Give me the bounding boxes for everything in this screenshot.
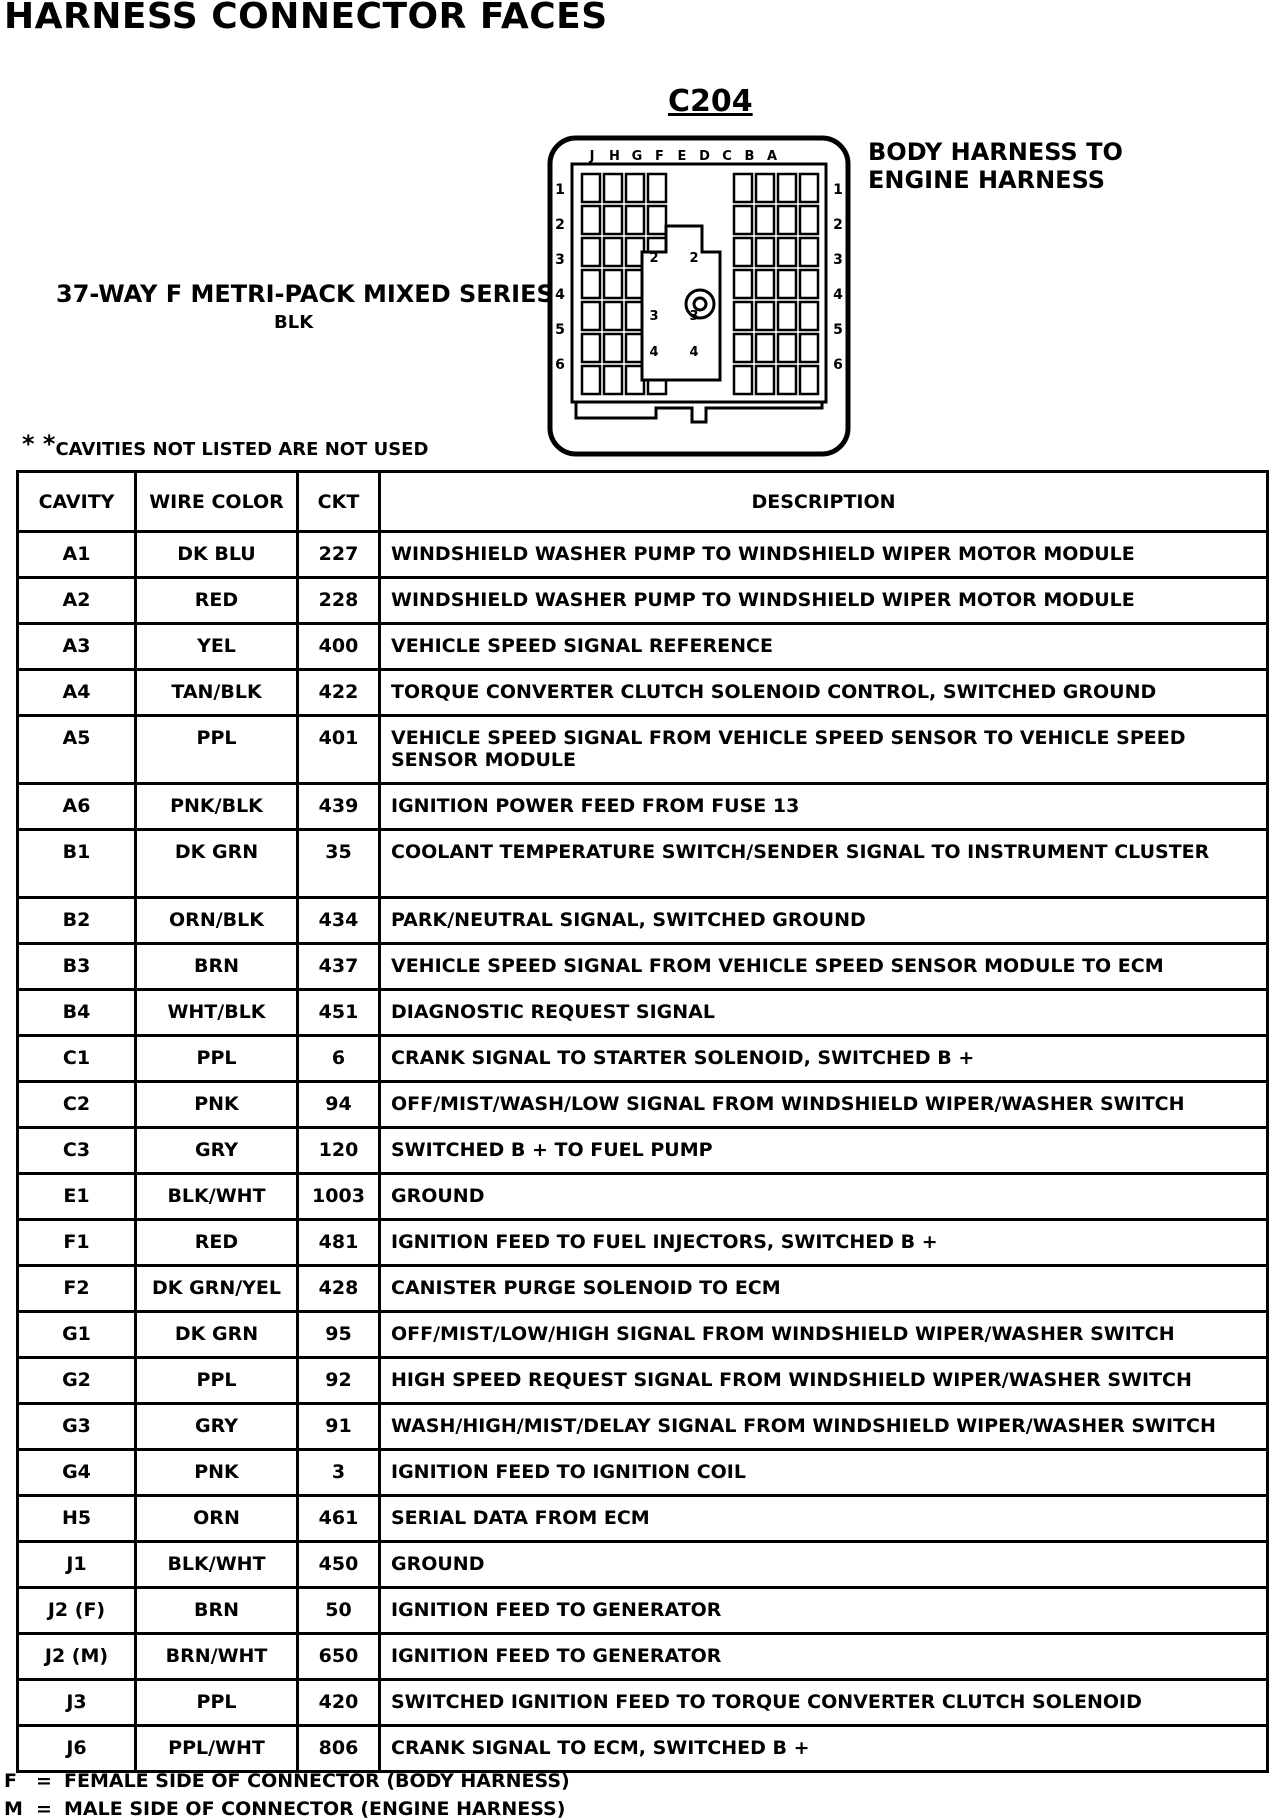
wire-color-cell: PPL: [136, 1036, 298, 1082]
ckt-cell: 120: [298, 1128, 380, 1174]
row-number: 5: [833, 322, 843, 338]
cavity-cell: [800, 206, 818, 234]
row-number: 3: [833, 252, 843, 268]
note-text: CAVITIES NOT LISTED ARE NOT USED: [55, 439, 429, 460]
table-row: [18, 1588, 1268, 1634]
table-row: [18, 624, 1268, 670]
table-row: [18, 1634, 1268, 1680]
cavity-cell: B2: [18, 898, 136, 944]
header-description: DESCRIPTION: [380, 472, 1268, 532]
cavity-cell: [756, 270, 774, 298]
cavity-cell: A3: [18, 624, 136, 670]
cavity-cell: [756, 206, 774, 234]
cavity-cell: C2: [18, 1082, 136, 1128]
cavity-cell: H5: [18, 1496, 136, 1542]
wire-color-cell: PNK/BLK: [136, 784, 298, 830]
wire-color-cell: RED: [136, 578, 298, 624]
ckt-cell: 450: [298, 1542, 380, 1588]
table-row: [18, 990, 1268, 1036]
cavity-cell: B4: [18, 990, 136, 1036]
column-letter: H: [609, 149, 620, 164]
description-cell: IGNITION POWER FEED FROM FUSE 13: [380, 784, 1268, 830]
description-cell: IGNITION FEED TO GENERATOR: [380, 1588, 1268, 1634]
description-cell: WINDSHIELD WASHER PUMP TO WINDSHIELD WIPER MOTOR MODULE: [380, 532, 1268, 578]
table-row: [18, 1036, 1268, 1082]
ckt-cell: 95: [298, 1312, 380, 1358]
table-row: [18, 1220, 1268, 1266]
description-cell: TORQUE CONVERTER CLUTCH SOLENOID CONTROL, SWITCHED GROUND: [380, 670, 1268, 716]
cavity-cell: A2: [18, 578, 136, 624]
row-number: 2: [555, 217, 565, 233]
cavity-cell: J2 (F): [18, 1588, 136, 1634]
ckt-cell: 439: [298, 784, 380, 830]
wiring-table: [16, 470, 1269, 1773]
ckt-cell: 94: [298, 1082, 380, 1128]
center-number: 2: [649, 251, 659, 266]
center-number: 3: [649, 309, 659, 324]
center-number: 4: [689, 345, 699, 360]
row-number: 1: [833, 182, 843, 198]
description-cell: HIGH SPEED REQUEST SIGNAL FROM WINDSHIELD WIPER/WASHER SWITCH: [380, 1358, 1268, 1404]
cavity-cell: [800, 270, 818, 298]
ckt-cell: 451: [298, 990, 380, 1036]
center-number: 2: [689, 251, 699, 266]
wire-color-cell: BRN/WHT: [136, 1634, 298, 1680]
header-ckt: CKT: [298, 472, 380, 532]
cavity-cell: [604, 366, 622, 394]
ckt-cell: 1003: [298, 1174, 380, 1220]
ckt-cell: 806: [298, 1726, 380, 1772]
table-row: [18, 784, 1268, 830]
cavity-cell: [756, 238, 774, 266]
ckt-cell: 228: [298, 578, 380, 624]
description-cell: IGNITION FEED TO IGNITION COIL: [380, 1450, 1268, 1496]
cavity-cell: [582, 270, 600, 298]
header-cavity: CAVITY: [18, 472, 136, 532]
header-wire-color: WIRE COLOR: [136, 472, 298, 532]
cavity-cell: [648, 206, 666, 234]
cavity-cell: [582, 302, 600, 330]
ckt-cell: 401: [298, 716, 380, 784]
ckt-cell: 420: [298, 1680, 380, 1726]
page-title: HARNESS CONNECTOR FACES: [4, 0, 608, 37]
cavity-cell: J2 (M): [18, 1634, 136, 1680]
cavity-cell: [800, 302, 818, 330]
cavity-cell: [734, 238, 752, 266]
ckt-cell: 437: [298, 944, 380, 990]
connector-face-diagram: [546, 134, 852, 458]
ckt-cell: 650: [298, 1634, 380, 1680]
cavity-cell: [582, 206, 600, 234]
table-row: [18, 1174, 1268, 1220]
cavity-cell: [778, 302, 796, 330]
table-row: [18, 578, 1268, 624]
cavity-cell: G1: [18, 1312, 136, 1358]
table-row: [18, 670, 1268, 716]
connector-description: [868, 138, 1123, 194]
ckt-cell: 6: [298, 1036, 380, 1082]
cavity-cell: C3: [18, 1128, 136, 1174]
wire-color-cell: PPL/WHT: [136, 1726, 298, 1772]
ckt-cell: 3: [298, 1450, 380, 1496]
cavity-cell: J1: [18, 1542, 136, 1588]
cavity-cell: F2: [18, 1266, 136, 1312]
table-row: [18, 716, 1268, 784]
cavity-cell: [734, 302, 752, 330]
legend-male: [4, 1798, 565, 1820]
description-cell: IGNITION FEED TO FUEL INJECTORS, SWITCHED B +: [380, 1220, 1268, 1266]
cavity-cell: [582, 366, 600, 394]
ckt-cell: 91: [298, 1404, 380, 1450]
column-letter: D: [699, 149, 710, 164]
description-cell: SWITCHED IGNITION FEED TO TORQUE CONVERTER CLUTCH SOLENOID: [380, 1680, 1268, 1726]
description-cell: VEHICLE SPEED SIGNAL REFERENCE: [380, 624, 1268, 670]
table-row: [18, 1450, 1268, 1496]
table-row: [18, 1082, 1268, 1128]
table-row: [18, 1358, 1268, 1404]
table-row: [18, 1542, 1268, 1588]
description-cell: OFF/MIST/WASH/LOW SIGNAL FROM WINDSHIELD WIPER/WASHER SWITCH: [380, 1082, 1268, 1128]
wire-color-cell: PNK: [136, 1082, 298, 1128]
row-number: 3: [555, 252, 565, 268]
cavity-cell: J6: [18, 1726, 136, 1772]
cavity-cell: B3: [18, 944, 136, 990]
cavity-cell: A5: [18, 716, 136, 784]
cavity-cell: A6: [18, 784, 136, 830]
cavity-cell: [604, 238, 622, 266]
legend-key: M: [4, 1798, 23, 1820]
column-letters: [589, 149, 777, 164]
cavity-cell: [800, 238, 818, 266]
description-cell: SWITCHED B + TO FUEL PUMP: [380, 1128, 1268, 1174]
ckt-cell: 428: [298, 1266, 380, 1312]
column-letter: A: [766, 149, 778, 164]
row-number: 4: [555, 287, 565, 303]
table-row: [18, 1266, 1268, 1312]
legend-equals: =: [36, 1770, 52, 1792]
ckt-cell: 227: [298, 532, 380, 578]
cavity-cell: [604, 302, 622, 330]
cavity-cell: [626, 206, 644, 234]
cavity-cell: [734, 174, 752, 202]
column-letter: G: [631, 149, 643, 164]
row-number: 6: [833, 357, 843, 373]
cavity-cell: [778, 174, 796, 202]
description-cell: CRANK SIGNAL TO ECM, SWITCHED B +: [380, 1726, 1268, 1772]
wire-color-cell: PPL: [136, 1680, 298, 1726]
table-row: [18, 1726, 1268, 1772]
connector-description-line: BODY HARNESS TO: [868, 138, 1123, 166]
connector-series: 37-WAY F METRI-PACK MIXED SERIES: [56, 280, 554, 308]
wire-color-cell: BLK/WHT: [136, 1174, 298, 1220]
description-cell: CANISTER PURGE SOLENOID TO ECM: [380, 1266, 1268, 1312]
cavity-cell: [756, 302, 774, 330]
legend-key: F: [4, 1770, 17, 1792]
cavity-cell: [778, 206, 796, 234]
description-cell: DIAGNOSTIC REQUEST SIGNAL: [380, 990, 1268, 1036]
description-cell: SERIAL DATA FROM ECM: [380, 1496, 1268, 1542]
cavity-cell: G3: [18, 1404, 136, 1450]
description-cell: GROUND: [380, 1174, 1268, 1220]
wire-color-cell: PPL: [136, 716, 298, 784]
description-cell: OFF/MIST/LOW/HIGH SIGNAL FROM WINDSHIELD WIPER/WASHER SWITCH: [380, 1312, 1268, 1358]
cavity-cell: [604, 206, 622, 234]
cavity-cell: [582, 238, 600, 266]
cavity-cell: [734, 334, 752, 362]
description-cell: PARK/NEUTRAL SIGNAL, SWITCHED GROUND: [380, 898, 1268, 944]
cavity-cell: [756, 366, 774, 394]
unused-cavities-note: [22, 430, 428, 460]
connector-color: BLK: [274, 312, 314, 333]
table-row: [18, 830, 1268, 898]
ckt-cell: 400: [298, 624, 380, 670]
wire-color-cell: TAN/BLK: [136, 670, 298, 716]
ckt-cell: 461: [298, 1496, 380, 1542]
ckt-cell: 434: [298, 898, 380, 944]
cavity-cell: [604, 270, 622, 298]
row-number: 2: [833, 217, 843, 233]
center-number: 4: [649, 345, 659, 360]
table-row: [18, 1680, 1268, 1726]
cavity-cell: [604, 174, 622, 202]
wire-color-cell: DK BLU: [136, 532, 298, 578]
cavity-cell: [604, 334, 622, 362]
cavity-cell: [734, 366, 752, 394]
wire-color-cell: BRN: [136, 944, 298, 990]
connector-id: C204: [668, 84, 753, 119]
table-row: [18, 1404, 1268, 1450]
wire-color-cell: ORN/BLK: [136, 898, 298, 944]
connector-description-line: ENGINE HARNESS: [868, 166, 1106, 194]
ckt-cell: 481: [298, 1220, 380, 1266]
cavity-cell: [800, 366, 818, 394]
cavity-cell: [778, 366, 796, 394]
wire-color-cell: PPL: [136, 1358, 298, 1404]
cavity-cell: E1: [18, 1174, 136, 1220]
column-letter: J: [589, 149, 595, 164]
cavity-cell: [800, 174, 818, 202]
wire-color-cell: YEL: [136, 624, 298, 670]
description-cell: VEHICLE SPEED SIGNAL FROM VEHICLE SPEED SENSOR TO VEHICLE SPEED SENSOR MODULE: [380, 716, 1268, 784]
center-number: 3: [689, 309, 699, 324]
cavity-cell: A1: [18, 532, 136, 578]
table-row: [18, 532, 1268, 578]
wire-color-cell: DK GRN: [136, 830, 298, 898]
note-stars: * *: [22, 430, 56, 458]
cavity-cell: [756, 174, 774, 202]
cavity-cell: A4: [18, 670, 136, 716]
cavity-cell: C1: [18, 1036, 136, 1082]
table-row: [18, 1312, 1268, 1358]
wire-color-cell: DK GRN: [136, 1312, 298, 1358]
table-row: [18, 944, 1268, 990]
column-letter: F: [655, 149, 664, 164]
description-cell: VEHICLE SPEED SIGNAL FROM VEHICLE SPEED SENSOR MODULE TO ECM: [380, 944, 1268, 990]
cavity-cell: [778, 334, 796, 362]
cavity-cell: [734, 206, 752, 234]
cavity-cell: [756, 334, 774, 362]
row-number: 4: [833, 287, 843, 303]
cavity-cell: [778, 238, 796, 266]
description-cell: WASH/HIGH/MIST/DELAY SIGNAL FROM WINDSHIELD WIPER/WASHER SWITCH: [380, 1404, 1268, 1450]
table-row: [18, 1496, 1268, 1542]
ckt-cell: 35: [298, 830, 380, 898]
cavity-cell: [582, 174, 600, 202]
table-row: [18, 898, 1268, 944]
legend-equals: =: [36, 1798, 52, 1820]
column-letter: B: [744, 149, 755, 164]
cavity-cell: [734, 270, 752, 298]
description-cell: GROUND: [380, 1542, 1268, 1588]
cavity-cell: [800, 334, 818, 362]
cavity-cell: F1: [18, 1220, 136, 1266]
wire-color-cell: WHT/BLK: [136, 990, 298, 1036]
cavity-cell: B1: [18, 830, 136, 898]
wire-color-cell: PNK: [136, 1450, 298, 1496]
description-cell: IGNITION FEED TO GENERATOR: [380, 1634, 1268, 1680]
description-cell: WINDSHIELD WASHER PUMP TO WINDSHIELD WIPER MOTOR MODULE: [380, 578, 1268, 624]
cavity-cell: [778, 270, 796, 298]
description-cell: CRANK SIGNAL TO STARTER SOLENOID, SWITCHED B +: [380, 1036, 1268, 1082]
wire-color-cell: GRY: [136, 1404, 298, 1450]
table-header-row: [18, 472, 1268, 532]
ckt-cell: 50: [298, 1588, 380, 1634]
legend-female: [4, 1770, 570, 1792]
cavity-cell: [626, 174, 644, 202]
cavity-cell: J3: [18, 1680, 136, 1726]
cavity-cell: G4: [18, 1450, 136, 1496]
wire-color-cell: ORN: [136, 1496, 298, 1542]
column-letter: E: [677, 149, 687, 164]
legend-text: MALE SIDE OF CONNECTOR (ENGINE HARNESS): [64, 1798, 566, 1820]
ckt-cell: 422: [298, 670, 380, 716]
legend-text: FEMALE SIDE OF CONNECTOR (BODY HARNESS): [64, 1770, 570, 1792]
wire-color-cell: BLK/WHT: [136, 1542, 298, 1588]
cavity-cell: G2: [18, 1358, 136, 1404]
cavity-cell: [648, 174, 666, 202]
connector-key-outline: [576, 402, 822, 422]
row-number: 5: [555, 322, 565, 338]
row-number: 6: [555, 357, 565, 373]
wire-color-cell: BRN: [136, 1588, 298, 1634]
column-letter: C: [722, 149, 732, 164]
wire-color-cell: RED: [136, 1220, 298, 1266]
table-row: [18, 1128, 1268, 1174]
wire-color-cell: DK GRN/YEL: [136, 1266, 298, 1312]
ckt-cell: 92: [298, 1358, 380, 1404]
row-number: 1: [555, 182, 565, 198]
description-cell: COOLANT TEMPERATURE SWITCH/SENDER SIGNAL TO INSTRUMENT CLUSTER: [380, 830, 1268, 898]
cavity-cell: [582, 334, 600, 362]
wire-color-cell: GRY: [136, 1128, 298, 1174]
